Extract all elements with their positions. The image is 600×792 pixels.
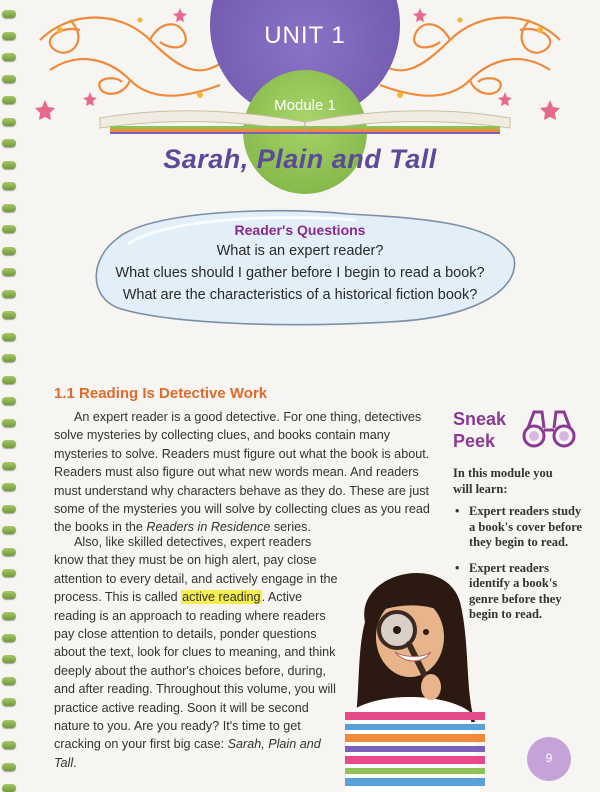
paragraph-1-end: series. [273,520,311,535]
sneak-peek-line-2: Peek [453,431,496,451]
spiral-coil [2,698,16,706]
question-2: What clues should I gather before I begin to read a book? [115,265,485,281]
sneak-peek-line-1: Sneak [453,409,507,429]
page-number: 9 [545,751,553,765]
readers-questions-heading: Reader's Questions [234,222,366,238]
spiral-coil [2,548,16,556]
paragraph-2-text-b: . Active reading is an approach to reading where readers pay close attention to details, ponder questions about the text, look for clues to meaning, and think deeply about the author's choices before, during, and after reading. Throughout this volume, you will practice active reading. Soon it will be second nature to you. Are you ready? It's time to get cracking on your first big case: [54,590,336,752]
spiral-coil [2,720,16,728]
sneak-peek-intro: In this module you will learn: [453,466,553,496]
paragraph-2 [54,533,344,772]
spiral-coil [2,634,16,642]
module-label: Module 1 [274,97,336,114]
page-title: Sarah, Plain and Tall [163,144,437,174]
unit-label: UNIT 1 [264,22,346,49]
spiral-coil [2,182,16,190]
spiral-coil [2,763,16,771]
spiral-coil [2,333,16,341]
spiral-coil [2,569,16,577]
spiral-coil [2,612,16,620]
spiral-coil [2,376,16,384]
spiral-coil [2,440,16,448]
section-heading: 1.1 Reading Is Detective Work [54,385,268,402]
binoculars-icon [520,408,578,450]
question-1: What is an expert reader? [216,243,384,259]
paragraph-1-text: An expert reader is a good detective. For one thing, detectives solve mysteries by collecting clues, and books contain many mysteries to solve. Readers must figure out what the book is about. Readers must also figure out what new words mean. And readers must understand why characters behave as they do. These are just some of the mysteries you will solve by collecting clues as you read the books in the [54,410,430,535]
spiral-coil [2,741,16,749]
list-item: • Expert readers identify a book's genre before they begin to read. [453,561,583,623]
list-item: • Expert readers study a book's cover before they begin to read. [453,504,583,551]
spiral-coil [2,204,16,212]
series-title: Readers in Residence [146,520,271,535]
paragraph-2-text-a: Also, like skilled detectives, expert readers know that they must be on high alert, pay close attention to every detail, and actively engage in the process. This is called [54,535,338,605]
sneak-peek-title [453,408,506,452]
spiral-coil [2,483,16,491]
spiral-coil [2,397,16,405]
spiral-coil [2,505,16,513]
paragraph-2-end: . [73,755,77,770]
spiral-coil [2,677,16,685]
girl-with-magnifier-illustration [335,552,485,792]
spiral-coil [2,591,16,599]
spiral-coil [2,311,16,319]
paragraph-1 [54,408,434,537]
header-art [0,0,600,140]
spiral-coil [2,784,16,792]
spiral-coil [2,419,16,427]
spiral-coil [2,526,16,534]
spiral-coil [2,462,16,470]
spiral-coil [2,655,16,663]
spiral-coil [2,354,16,362]
case-title: Sarah, Plain and Tall [54,737,321,770]
active-reading-highlight: active reading [182,590,261,605]
question-3: What are the characteristics of a historical fiction book? [122,287,478,303]
